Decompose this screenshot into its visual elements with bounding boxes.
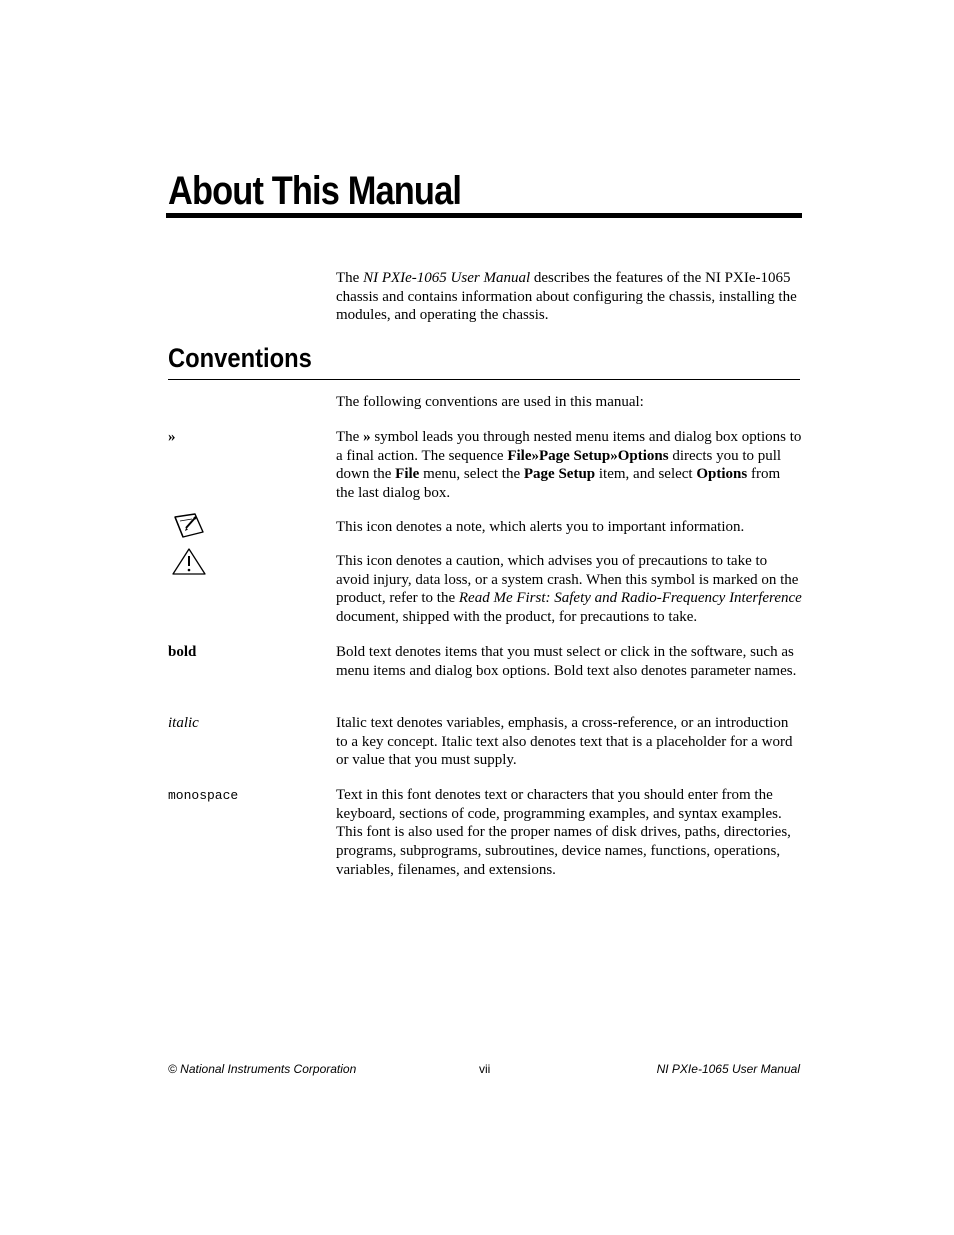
- caution-document-title: Read Me First: Safety and Radio-Frequency Interference: [458, 590, 802, 607]
- caution-icon: [172, 546, 208, 576]
- footer-manual-title: NI PXIe-1065 User Manual: [656, 1062, 800, 1076]
- title-rule: [166, 213, 802, 218]
- intro-paragraph: The NI PXIe-1065 User Manual describes the features of the NI PXIe-1065 chassis and contains information about configuring the chassis, installing the modules, and operating the chassis.: [336, 270, 797, 324]
- monospace-description: Text in this font denotes text or characters that you should enter from the keyboard, sections of code, programming examples, and syntax examples. This font is also used for the proper names of disk drives, paths, directories, programs, subprograms, subroutines, device names, functions, operations, variables, filenames, and extensions.: [336, 787, 791, 878]
- italic-term: italic: [168, 715, 199, 731]
- note-icon: [172, 512, 206, 540]
- monospace-term: monospace: [168, 788, 239, 803]
- italic-description: Italic text denotes variables, emphasis, a cross-reference, or an introduction to a key concept. Italic text also denotes text that is a placeholder for a word or value that you must supply.: [336, 715, 793, 769]
- conventions-intro: The following conventions are used in this manual:: [336, 394, 644, 410]
- section-rule: [168, 379, 800, 380]
- guillemet-term: »: [168, 429, 176, 445]
- caution-description: This icon denotes a caution, which advises you of precautions to take to avoid injury, data loss, or a system crash. When this symbol is marked on the product, refer to the Read Me First: Safety and Radio-Frequency Interference document, shipped with the product, for precautions to take.: [336, 553, 802, 626]
- manual-name: NI PXIe-1065 User Manual: [363, 270, 531, 286]
- footer-copyright: © National Instruments Corporation: [168, 1062, 357, 1076]
- conventions-heading: Conventions: [168, 343, 312, 373]
- note-description: This icon denotes a note, which alerts you to important information.: [336, 519, 745, 535]
- guillemet-description: The » symbol leads you through nested menu items and dialog box options to a final action. The sequence File»Page Setup»Options directs you to pull down the File menu, select the Page Setup item, and select Options from the last dialog box.: [336, 429, 802, 502]
- footer-page-number: vii: [479, 1062, 491, 1076]
- bold-description: Bold text denotes items that you must select or click in the software, such as menu items and dialog box options. Bold text also denotes parameter names.: [336, 644, 797, 679]
- page-title: About This Manual: [168, 169, 462, 213]
- bold-term: bold: [168, 644, 197, 660]
